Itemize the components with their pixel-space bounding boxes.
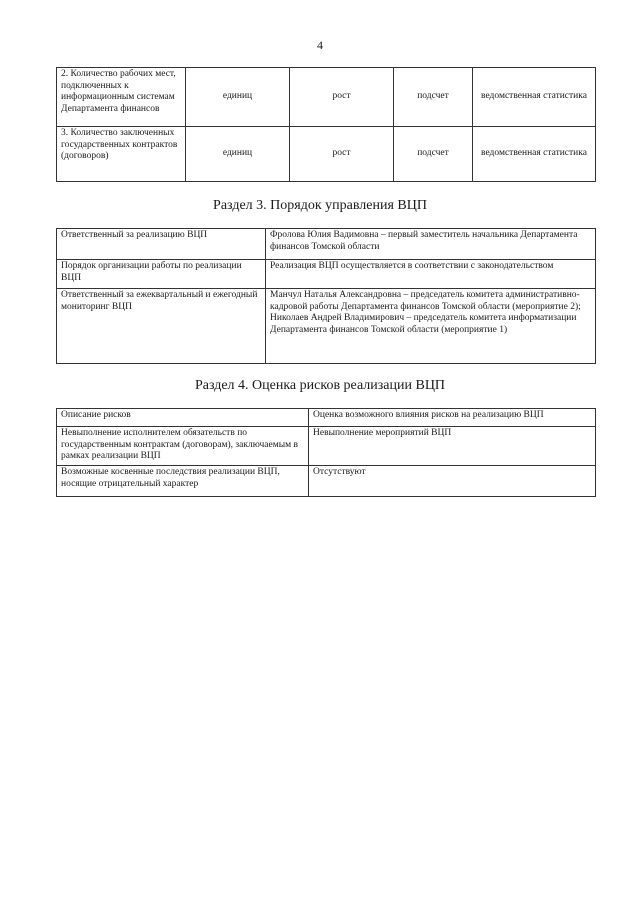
table-row: [57, 229, 596, 260]
risks-header-right: Оценка возможного влияния рисков на реализацию ВЦП: [309, 409, 596, 427]
table-row: [57, 68, 596, 127]
table-row: [57, 466, 596, 497]
indicator-source-cell: ведомственная статистика: [473, 127, 596, 182]
risk-description: Невыполнение исполнителем обязательств по государственным контрактам (договорам), заключаемым в рамках реализации ВЦП: [57, 427, 309, 466]
table-row: [57, 260, 596, 289]
table-row: [57, 289, 596, 364]
management-value-line: Николаев Андрей Владимирович – председатель комитета информатизации Департамента финансов Томской области (мероприятие 1): [270, 313, 577, 335]
risk-impact: Отсутствуют: [309, 466, 596, 497]
management-value: [266, 289, 596, 364]
indicator-method-cell: подсчет: [394, 68, 473, 127]
page-number: 4: [317, 38, 323, 52]
management-value-line: Манчул Наталья Александровна – председатель комитета административно-кадровой работы Департамента финансов Томской области (мероприятие 2);: [270, 290, 581, 312]
management-value: Фролова Юлия Вадимовна – первый заместитель начальника Департамента финансов Томской области: [266, 229, 596, 260]
indicator-source-cell: ведомственная статистика: [473, 68, 596, 127]
indicator-name-cell: 2. Количество рабочих мест, подключенных к информационным системам Департамента финансов: [57, 68, 186, 127]
table-row: [57, 127, 596, 182]
indicator-unit-cell: единиц: [186, 68, 290, 127]
risks-header-left: Описание рисков: [57, 409, 309, 427]
indicator-method-cell: подсчет: [394, 127, 473, 182]
management-label: Порядок организации работы по реализации ВЦП: [57, 260, 266, 289]
management-label: Ответственный за ежеквартальный и ежегодный мониторинг ВЦП: [57, 289, 266, 364]
indicator-trend-cell: рост: [290, 127, 394, 182]
table-header-row: [57, 409, 596, 427]
risk-description: Возможные косвенные последствия реализации ВЦП, носящие отрицательный характер: [57, 466, 309, 497]
management-value: Реализация ВЦП осуществляется в соответствии с законодательством: [266, 260, 596, 289]
section4-title: Раздел 4. Оценка рисков реализации ВЦП: [194, 378, 446, 393]
risks-table: [56, 408, 596, 497]
section3-title: Раздел 3. Порядок управления ВЦП: [213, 198, 427, 213]
indicator-name-cell: 3. Количество заключенных государственных контрактов (договоров): [57, 127, 186, 182]
indicator-trend-cell: рост: [290, 68, 394, 127]
indicators-table: [56, 67, 596, 182]
table-row: [57, 427, 596, 466]
risk-impact: Невыполнение мероприятий ВЦП: [309, 427, 596, 466]
management-label: Ответственный за реализацию ВЦП: [57, 229, 266, 260]
indicator-unit-cell: единиц: [186, 127, 290, 182]
management-table: [56, 228, 596, 364]
